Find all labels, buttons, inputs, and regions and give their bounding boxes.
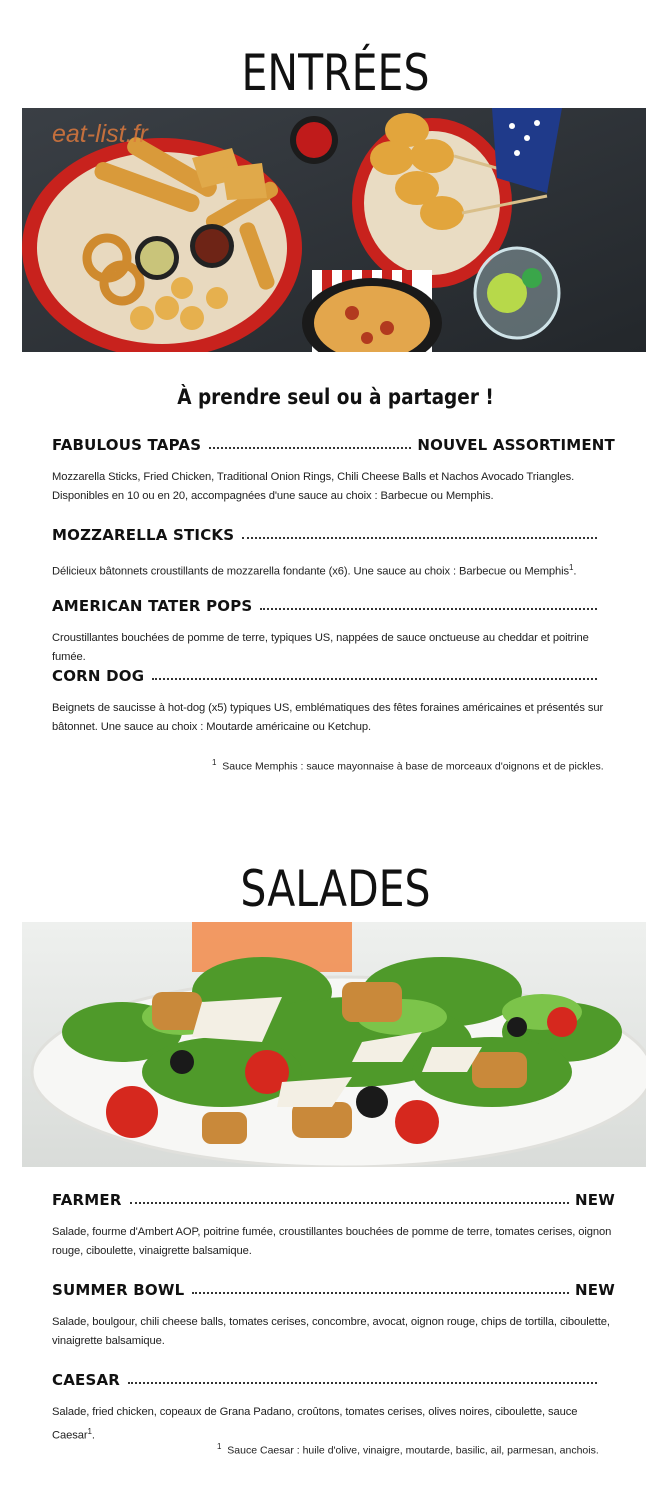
dot-leader (152, 677, 597, 680)
menu-item-corn-dog (52, 667, 605, 737)
dot-leader (130, 1201, 569, 1204)
entrees-tagline: À prendre seul ou à partager ! (177, 385, 494, 409)
item-description: Mozzarella Sticks, Fried Chicken, Traditional Onion Rings, Chili Cheese Balls et Nachos Avocado Triangles. Disponibles en 10 ou en 20, accompagnées d'une sauce au choix : Barbecue ou Memphis. (52, 471, 575, 502)
item-name: FABULOUS TAPAS (52, 436, 202, 454)
item-name: CAESAR (52, 1371, 121, 1389)
dot-leader (260, 607, 597, 610)
item-name: MOZZARELLA STICKS (52, 526, 235, 544)
menu-item-farmer (52, 1191, 615, 1261)
item-name: SUMMER BOWL (52, 1281, 185, 1299)
item-description: Salade, boulgour, chili cheese balls, tomates cerises, concombre, avocat, oignon rouge, chips de tortilla, ciboulette, vinaigrette balsamique. (52, 1316, 610, 1347)
item-tag: NOUVEL ASSORTIMENT (417, 436, 615, 454)
menu-item-mozzarella-sticks (52, 526, 605, 582)
menu-item-fabulous-tapas (52, 436, 615, 506)
watermark: eat-list.fr (52, 120, 148, 148)
item-tag: NEW (575, 1281, 615, 1299)
item-description: Salade, fried chicken, copeaux de Grana Padano, croûtons, tomates cerises, olives noires, ciboulette, sauce Caesar$^1$. (52, 1406, 578, 1442)
item-name: CORN DOG (52, 667, 145, 685)
entrees-footnote: $^1$ Sauce Memphis : sauce mayonnaise à base de morceaux d'oignons et de pickles. (212, 758, 604, 773)
item-description: Salade, fourme d'Ambert AOP, poitrine fumée, croustillantes bouchées de pomme de terre, tomates cerises, oignon rouge, ciboulette, vinaigrette balsamique. (52, 1226, 612, 1257)
salades-footnote: $^1$ Sauce Caesar : huile d'olive, vinaigre, moutarde, basilic, ail, parmesan, anchois. (217, 1442, 599, 1457)
dot-leader (242, 536, 597, 539)
dot-leader (209, 446, 411, 449)
entrees-title: ENTRÉES (241, 44, 430, 102)
item-name: FARMER (52, 1191, 122, 1209)
dot-leader (192, 1291, 569, 1294)
item-tag: NEW (575, 1191, 615, 1209)
entrees-photo (22, 108, 646, 352)
item-name: AMERICAN TATER POPS (52, 597, 253, 615)
footnote-ref: 1 (569, 563, 574, 572)
menu-item-american-tater-pops (52, 597, 605, 667)
salad-image (22, 922, 646, 1167)
salades-photo (22, 922, 646, 1167)
footnote-ref: 1 (87, 1427, 92, 1436)
menu-item-caesar (52, 1371, 605, 1446)
item-description: Beignets de saucisse à hot-dog (x5) typiques US, emblématiques des fêtes foraines américaines et présentés sur bâtonnet. Une sauce au choix : Moutarde américaine ou Ketchup. (52, 702, 604, 733)
item-description: Croustillantes bouchées de pomme de terre, typiques US, nappées de sauce onctueuse au cheddar et poitrine fumée. (52, 632, 589, 663)
dot-leader (128, 1381, 597, 1384)
item-description: Délicieux bâtonnets croustillants de mozzarella fondante (x6). Une sauce au choix : Barbecue ou Memphis$^1$. (52, 563, 577, 578)
salades-title: SALADES (240, 860, 431, 918)
menu-item-summer-bowl (52, 1281, 615, 1351)
